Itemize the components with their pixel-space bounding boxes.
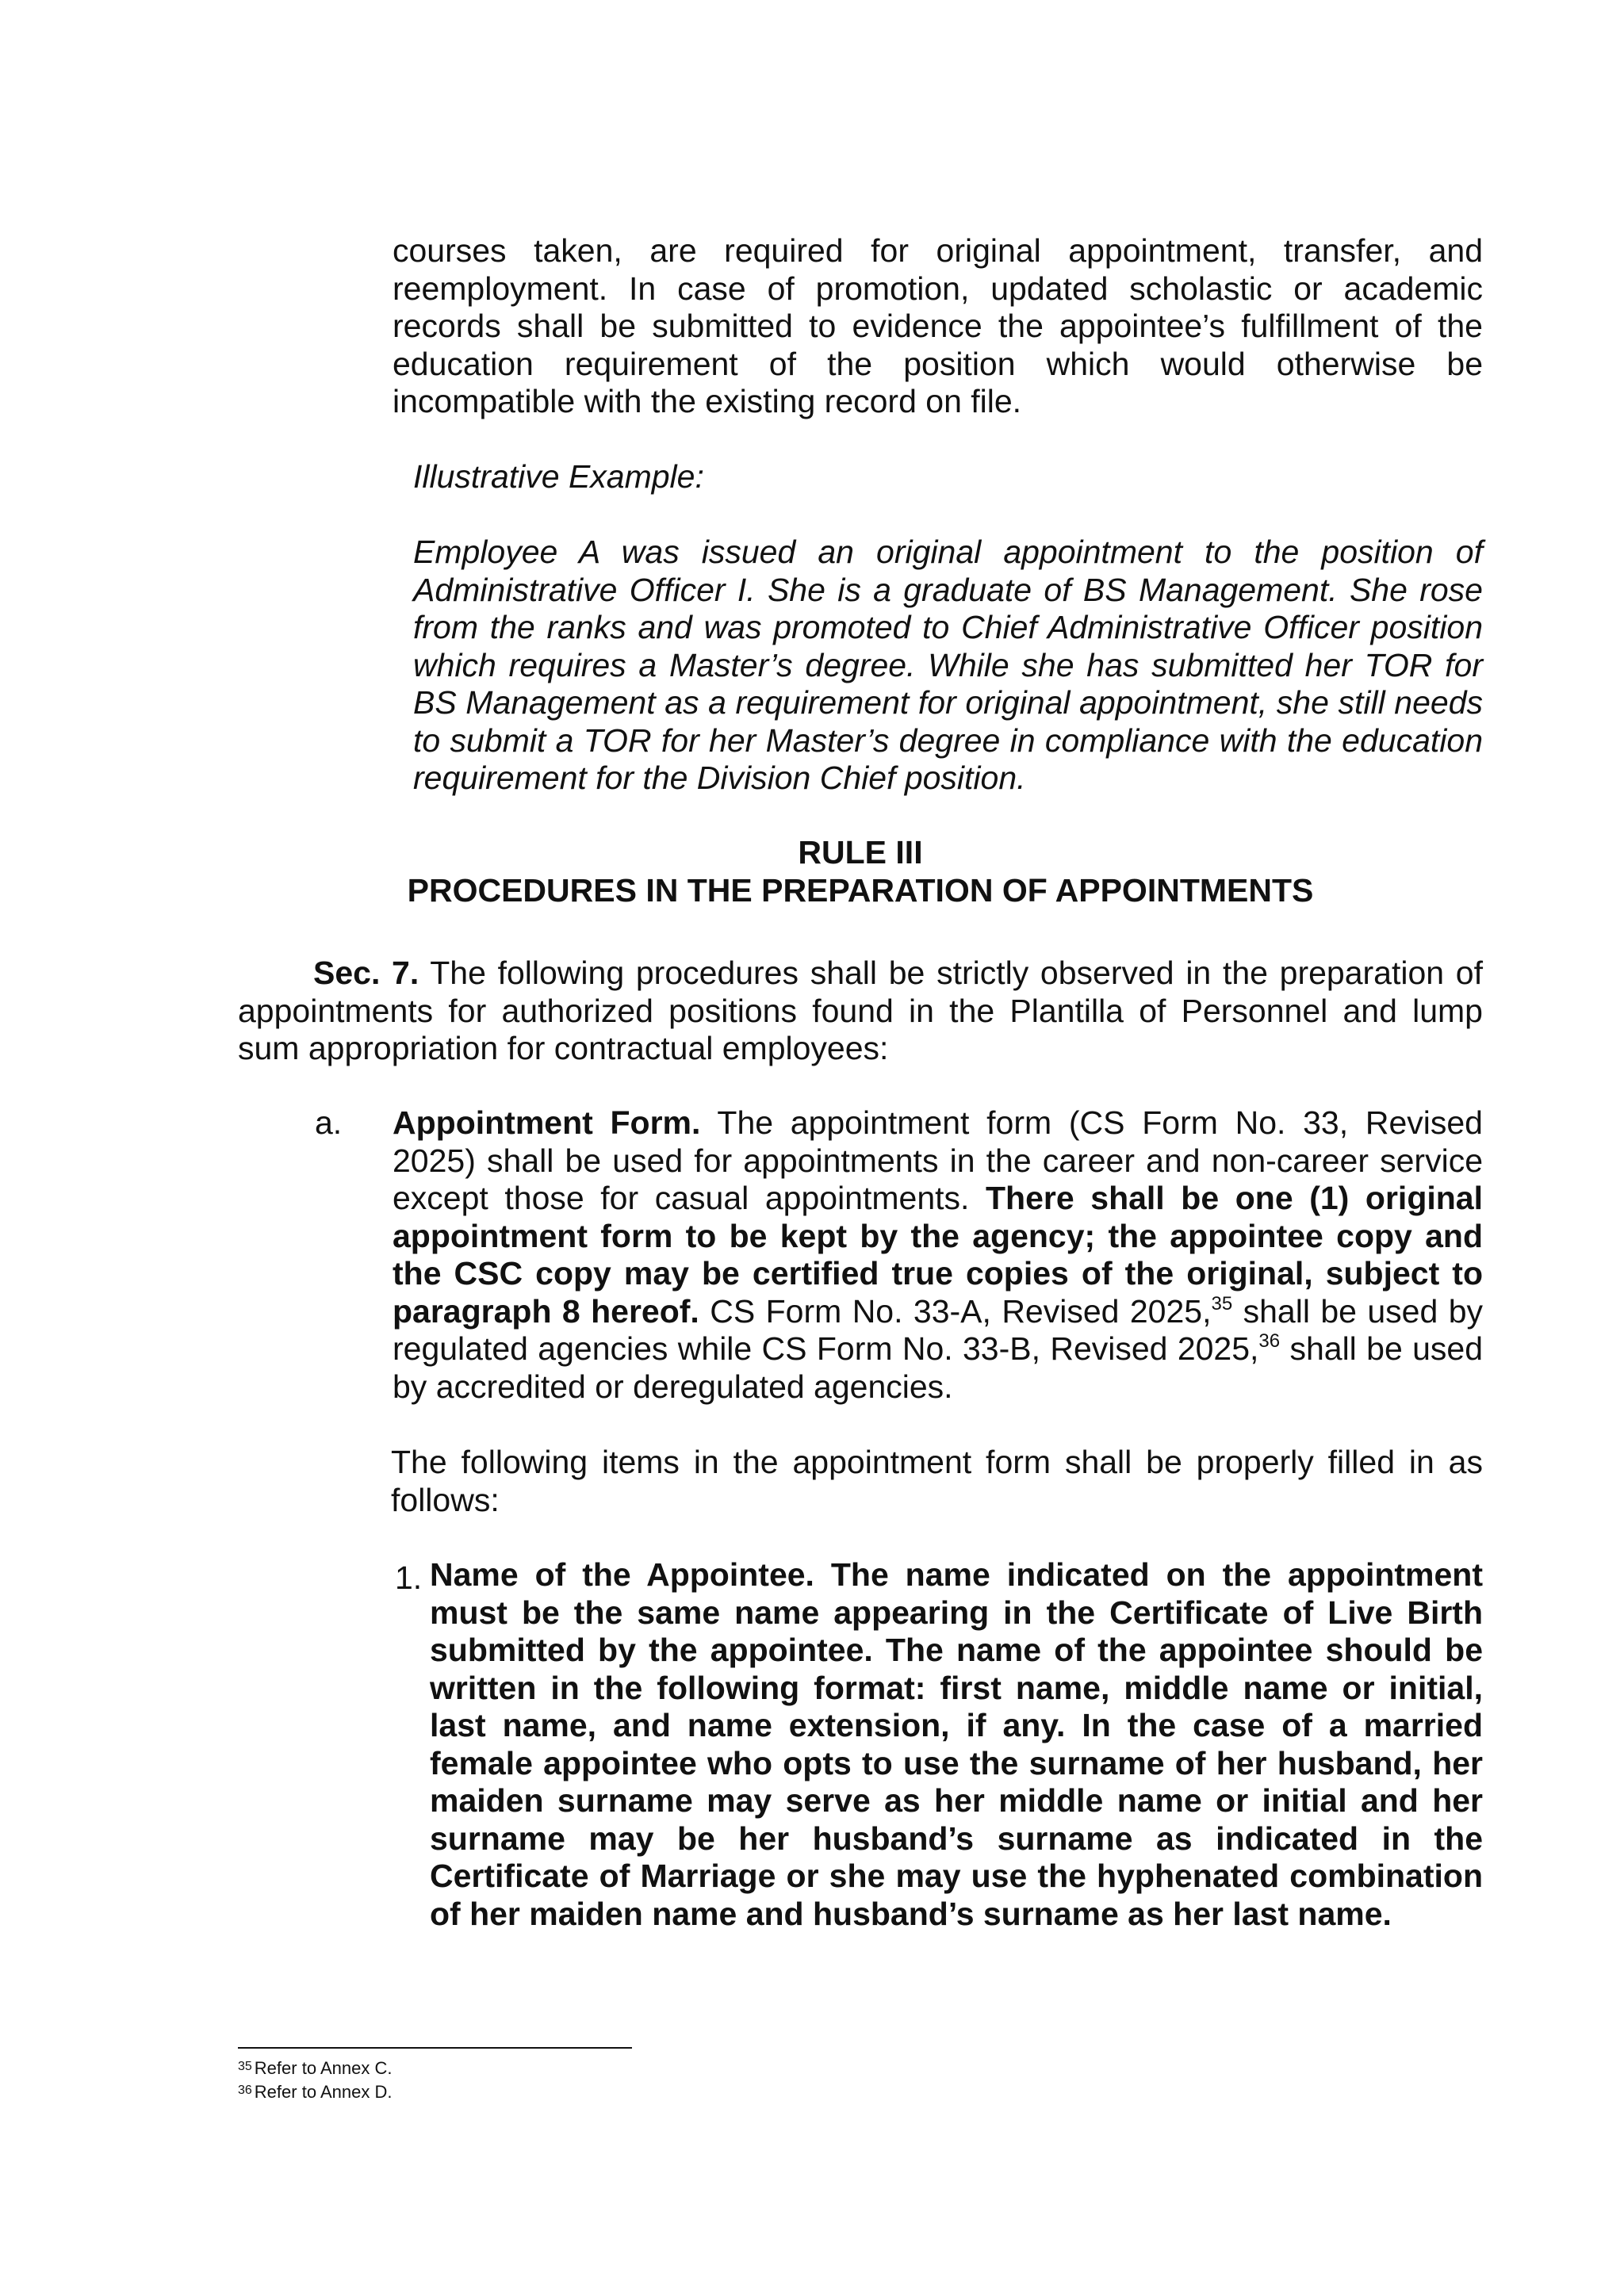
item-a-body	[393, 1104, 1483, 1406]
footnote-36-number: 36	[238, 2084, 252, 2097]
footnote-35-number: 35	[238, 2060, 252, 2073]
section-7-label: Sec. 7.	[313, 955, 419, 991]
footnote-divider	[238, 2047, 632, 2049]
paragraph-scholastic-records: courses taken, are required for original appointment, transfer, and reemployment. In case of promotion, updated scholastic or academic records shall be submitted to evidence the appointee’s fulfillment of the education requirement of the position which would otherwise be incompatible with the existing record on file.	[393, 232, 1483, 419]
footnote-36	[238, 2080, 392, 2103]
item-a-bold-text: There shall be one (1) original appointment form to be kept by the agency; the appointee copy and the CSC copy may be certified true copies of the original, subject to paragraph 8 hereof.	[393, 1180, 1484, 1330]
footnotes	[238, 2056, 392, 2103]
rule-title: RULE III	[798, 834, 923, 871]
footnote-35-text: Refer to Annex C.	[254, 2058, 393, 2078]
item-a-text-1: The appointment form (CS Form No. 33, Revised 2025) shall be used for appointments in the career and non-career service except those for casual appointments.	[393, 1104, 1483, 1216]
item-1-number: 1.	[395, 1559, 423, 1596]
footnote-36-text: Refer to Annex D.	[254, 2082, 393, 2102]
footnote-ref-36[interactable]: 36	[1258, 1330, 1281, 1352]
illustrative-example-body: Employee A was issued an original appointment to the position of Administrative Officer I. She is a graduate of BS Management. She rose from the ranks and was promoted to Chief Administrative Officer position which requires a Master’s degree. While she has submitted her TOR for BS Management as a requirement for original appointment, she still needs to submit a TOR for her Master’s degree in compliance with the education requirement for the Division Chief position.	[413, 534, 1483, 796]
section-7-paragraph	[238, 955, 1483, 1068]
item-a-text-2: CS Form No. 33-A, Revised 2025,	[699, 1292, 1212, 1330]
illustrative-example-label: Illustrative Example:	[413, 458, 704, 495]
footnote-ref-35[interactable]: 35	[1211, 1292, 1233, 1314]
rule-subtitle: PROCEDURES IN THE PREPARATION OF APPOINTMENTS	[407, 871, 1314, 909]
items-intro-paragraph: The following items in the appointment form shall be properly filled in as follows:	[391, 1444, 1483, 1518]
item-a-text-3: shall be used by regulated agencies while CS Form No. 33-B, Revised 2025,	[393, 1292, 1483, 1367]
item-a-heading: Appointment Form.	[393, 1104, 701, 1141]
item-1-body: Name of the Appointee. The name indicated on the appointment must be the same name appearing in the Certificate of Live Birth submitted by the appointee. The name of the appointee should be written in the following format: first name, middle name or initial, last name, and name extension, if any. In the case of a married female appointee who opts to use the surname of her husband, her maiden surname may serve as her middle name or initial and her surname may be her husband’s surname as indicated in the Certificate of Marriage or she may use the hyphenated combination of her maiden name and husband’s surname as her last name.	[430, 1556, 1483, 1932]
item-a-marker: a.	[315, 1104, 343, 1141]
rule-heading	[238, 834, 1483, 909]
footnote-35	[238, 2056, 392, 2080]
section-7-text: The following procedures shall be strictly observed in the preparation of appointments for authorized positions found in the Plantilla of Personnel and lump sum appropriation for contractual employees:	[238, 955, 1483, 1066]
item-a-text-4: shall be used by accredited or deregulated agencies.	[393, 1330, 1483, 1405]
